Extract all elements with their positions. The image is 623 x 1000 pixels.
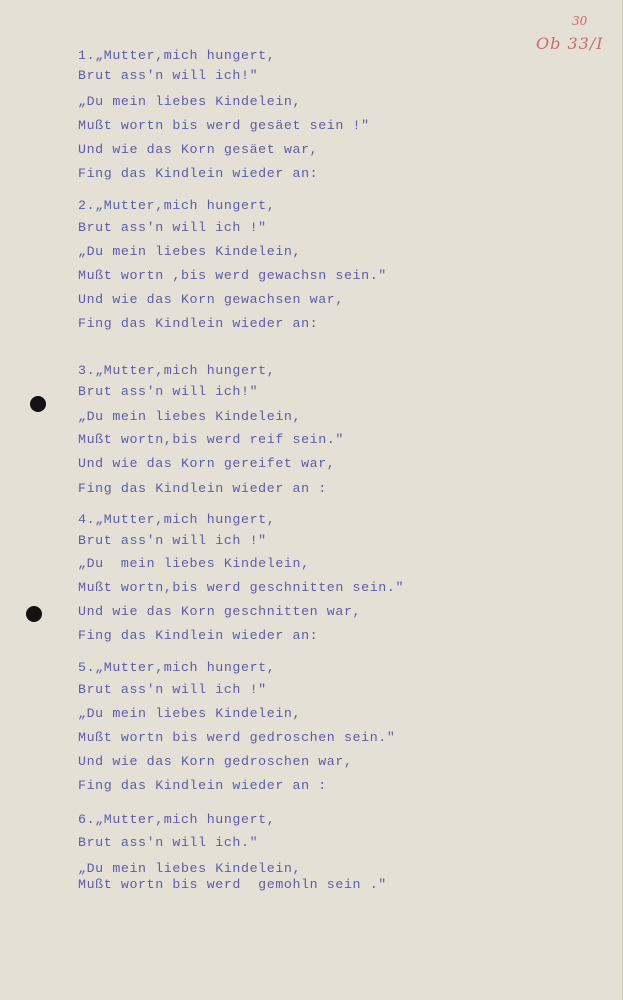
- poem-line: „Du mein liebes Kindelein,: [78, 861, 302, 876]
- stanza-3: [78, 364, 598, 496]
- poem-line: Brut ass'n will ich !": [78, 682, 267, 697]
- poem-line: Mußt wortn bis werd gesäet sein !": [78, 118, 370, 133]
- poem-line: „Du mein liebes Kindelein,: [78, 706, 302, 721]
- poem-line: Mußt wortn ,bis werd gewachsn sein.": [78, 268, 387, 283]
- poem-line: 6.„Mutter,mich hungert,: [78, 812, 276, 827]
- poem-line: Brut ass'n will ich !": [78, 220, 267, 235]
- poem-line: Und wie das Korn gedroschen war,: [78, 754, 353, 769]
- poem-line: Brut ass'n will ich !": [78, 533, 267, 548]
- stanza-2: [78, 199, 598, 331]
- poem-line: Und wie das Korn geschnitten war,: [78, 604, 362, 619]
- stanza-4: [78, 513, 598, 643]
- poem-line: Brut ass'n will ich.": [78, 835, 259, 850]
- archive-code: Ob 33/I: [536, 34, 604, 53]
- poem-line: 5.„Mutter,mich hungert,: [78, 660, 276, 675]
- poem-line: Fing das Kindlein wieder an:: [78, 316, 319, 331]
- poem-line: Mußt wortn bis werd gemohln sein .": [78, 877, 387, 892]
- poem-line: Brut ass'n will ich!": [78, 384, 259, 399]
- poem-line: Mußt wortn,bis werd reif sein.": [78, 432, 344, 447]
- poem-line: 4.„Mutter,mich hungert,: [78, 512, 276, 527]
- poem-text: [78, 44, 598, 892]
- archive-number: 30: [572, 14, 588, 28]
- poem-line: „Du mein liebes Kindelein,: [78, 244, 302, 259]
- stanza-6: [78, 813, 598, 892]
- poem-line: „Du mein liebes Kindelein,: [78, 94, 302, 109]
- poem-line: Fing das Kindlein wieder an:: [78, 628, 319, 643]
- poem-line: Und wie das Korn gereifet war,: [78, 456, 336, 471]
- poem-line: Und wie das Korn gewachsen war,: [78, 292, 344, 307]
- stanza-1: [78, 49, 598, 181]
- punch-hole-bottom: [26, 606, 42, 622]
- poem-line: Fing das Kindlein wieder an :: [78, 481, 327, 496]
- poem-line: 1.„Mutter,mich hungert,: [78, 48, 276, 63]
- poem-line: Fing das Kindlein wieder an :: [78, 778, 327, 793]
- poem-line: 2.„Mutter,mich hungert,: [78, 198, 276, 213]
- poem-line: „Du mein liebes Kindelein,: [78, 556, 310, 571]
- poem-line: Mußt wortn bis werd gedroschen sein.": [78, 730, 396, 745]
- poem-line: „Du mein liebes Kindelein,: [78, 409, 302, 424]
- poem-line: Mußt wortn,bis werd geschnitten sein.": [78, 580, 405, 595]
- punch-hole-top: [30, 396, 46, 412]
- poem-line: Und wie das Korn gesäet war,: [78, 142, 319, 157]
- stanza-5: [78, 661, 598, 793]
- poem-line: Brut ass'n will ich!": [78, 68, 259, 83]
- poem-line: 3.„Mutter,mich hungert,: [78, 363, 276, 378]
- poem-line: Fing das Kindlein wieder an:: [78, 166, 319, 181]
